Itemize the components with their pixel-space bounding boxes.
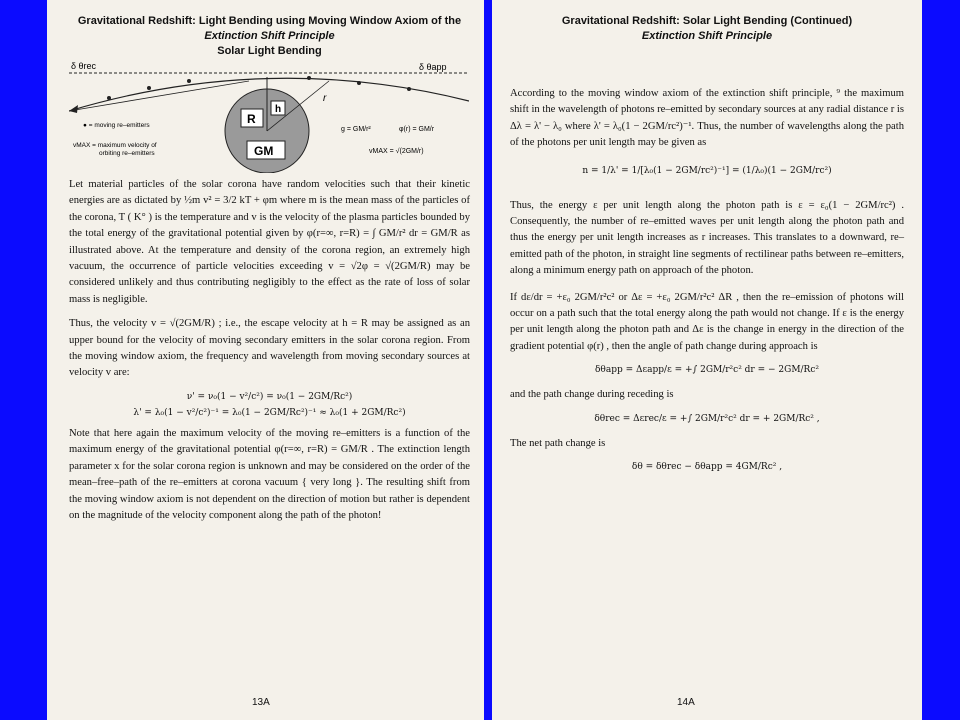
- re-emitter-dot: [407, 87, 411, 91]
- right-paragraph-3: If dε/dr = +ε₀ 2GM/r²c² or Δε = +ε₀ 2GM/r²c² ΔR , then the re–emission of photons will occur on a path such that the total energy along the path would not change. If ε is the energy per unit length along the photon path and Δε is the change in energy in the direction of the gradient potential φ(r) , then the angle of path change during approach is: [510, 291, 904, 352]
- re-emitter-dot: [357, 81, 361, 85]
- delta-theta-app: δ θapp: [419, 62, 447, 72]
- right-paragraph-2: Thus, the energy ε per unit length along the photon path is ε = ε₀(1 − 2GM/rc²) . Consequently, the number of re–emitted waves per unit length along the photon path and thus the energy per unit length increases as r increases. This translates to a downward, re–emitted path of the photon, in straight line segments of rectilinear paths between re–emitters, along a minimum energy path on approach of the photon.: [510, 199, 904, 277]
- eq-phi: φ(r) = GM/r: [399, 126, 435, 133]
- left-page: [47, 0, 484, 720]
- eq-g: g = GM/r²: [341, 126, 371, 133]
- left-title-line2: Extinction Shift Principle: [204, 30, 335, 42]
- label-r: r: [323, 93, 327, 104]
- left-title-line1: Gravitational Redshift: Light Bending using Moving Window Axiom of the: [77, 15, 462, 27]
- right-page-number: 14A: [677, 697, 695, 708]
- left-paragraph-3: Note that here again the maximum velocity of the moving re–emitters is a function of the maximum energy of the gravitational potential φ(r=∞, r=R) = GM/R . The extinction length parameter x for the solar corona region is unknown and may be considered on the order of the mean–free–path of the re–emitters at corona vacuum { very long }. The resulting shift from the moving window axiom is not dependent on the direction of motion but rather is dependent on the magnitude of the velocity component along the path of the photon!: [69, 427, 470, 521]
- solar-bending-diagram: [69, 61, 469, 173]
- left-equation-wavelength: λ' = λ₀(1 − v²/c²)⁻¹ = λ₀(1 − 2GM/Rc²)⁻¹ ≈ λ₀(1 + 2GM/Rc²): [133, 407, 406, 418]
- left-title: [69, 14, 470, 59]
- arrow-head-left: [69, 105, 78, 113]
- re-emitter-dot: [187, 79, 191, 83]
- legend-vmax-1: vMAX = maximum velocity of: [73, 142, 157, 149]
- re-emitter-dot: [147, 86, 151, 90]
- left-title-line3: Solar Light Bending: [217, 45, 322, 57]
- re-emitter-dot: [307, 76, 311, 80]
- right-equation-approach: δθapp = Δεapp/ε = +∫ 2GM/r²c² dr = − 2GM/Rc²: [595, 365, 819, 376]
- legend-vmax-2: orbiting re–emitters: [99, 150, 155, 157]
- right-paragraph-4: and the path change during receding is: [510, 389, 674, 401]
- legend-dots: ● = moving re–emitters: [83, 122, 150, 129]
- label-R: R: [247, 112, 256, 126]
- right-equation-net: δθ = δθrec − δθapp = 4GM/Rc² ,: [631, 462, 783, 473]
- label-GM: GM: [254, 144, 274, 158]
- label-h: h: [275, 104, 282, 115]
- right-paragraph-5: The net path change is: [510, 437, 606, 449]
- right-title: [510, 14, 904, 44]
- left-equation-frequency: ν' = ν₀(1 − v²/c²) = ν₀(1 − 2GM/Rc²): [186, 391, 353, 402]
- right-title-line2: Extinction Shift Principle: [641, 30, 773, 42]
- apparent-path-line: [69, 81, 249, 111]
- eq-vmax: vMAX = √(2GM/r): [369, 148, 424, 155]
- left-page-number: 13A: [252, 697, 270, 708]
- left-paragraph-1: Let material particles of the solar corona have random velocities such that their kinetic energies are as dictated by ½m v² = 3/2 kT + φm where m is the mean mass of the particles of the corona, T ( K° ) is the temperature and v is the velocity of the plasma particles bounded by the total energy of the gravitational potential given by φ(r=∞, r=R) = ∫ GM/r² dr = GM/R as illustrated above. At the temperature and density of the corona region, an extremely high vacuum, the occurrence of particle velocities exceeding v = √2φ = √(2GM/R) may be considered unlikely and thus contributing negligibly to the effect as the rate of loss of solar mass is negligible.: [69, 179, 470, 305]
- right-title-line1: Gravitational Redshift: Solar Light Bending (Continued): [561, 15, 853, 27]
- right-paragraph-1: According to the moving window axiom of the extinction shift principle, ⁹ the maximum shift in the wavelength of photons re–emitted by secondary sources at any radial distance r is Δλ = λ' − λ₀ where λ' = λ₀(1 − 2GM/rc²)⁻¹. Thus, the number of wavelengths along the path of the photons per unit length may be given as: [510, 88, 904, 149]
- right-equation-n: n = 1/λ' = 1/[λ₀(1 − 2GM/rc²)⁻¹] = (1/λ₀)(1 − 2GM/rc²): [582, 165, 832, 176]
- re-emitter-dot: [107, 96, 111, 100]
- right-page: [492, 0, 922, 720]
- left-paragraph-2: Thus, the velocity v = √(2GM/R) ; i.e., the escape velocity at h = R may be assigned as an upper bound for the velocity of moving secondary emitters in the solar corona region. From the moving window axiom, the frequency and wavelength from moving secondary sources at velocity v are:: [69, 318, 470, 379]
- delta-theta-rec: δ θrec: [71, 61, 97, 71]
- right-equation-receding: δθrec = Δεrec/ε = +∫ 2GM/r²c² dr = + 2GM/Rc² ,: [594, 413, 820, 424]
